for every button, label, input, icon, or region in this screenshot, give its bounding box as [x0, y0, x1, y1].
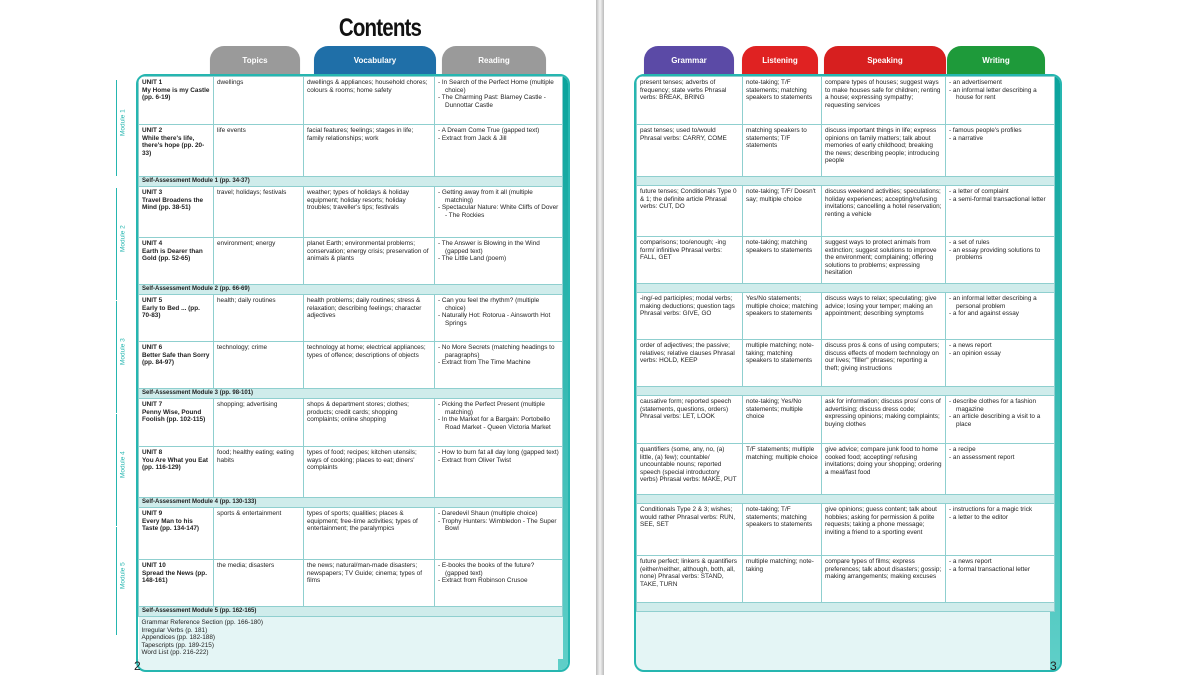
- left-table-frame: [136, 74, 570, 672]
- table-row: [637, 284, 1055, 293]
- vocabulary-cell: shops & department stores; clothes; products; credit cards; shopping complaints; online shopping: [304, 399, 435, 447]
- list-item: - a semi-formal transactional letter: [949, 196, 1051, 204]
- bullet-list: [949, 506, 1051, 521]
- list-cell: [946, 396, 1055, 444]
- unit-cell: [139, 399, 214, 447]
- self-assessment-label: Self-Assessment Module 3 (pp. 98-101): [139, 389, 563, 399]
- table-row: [139, 560, 563, 607]
- list-cell: [946, 77, 1055, 125]
- bullet-list: [438, 401, 559, 431]
- vocabulary-cell: health problems; daily routines; stress & relaxation; describing feelings; character adjectives: [304, 295, 435, 342]
- topics-cell: dwellings: [214, 77, 304, 125]
- grammar-cell: order of adjectives; the passive; relatives; relative clauses Phrasal verbs: HOLD, KEEP: [637, 340, 743, 387]
- topics-cell: food; healthy eating; eating habits: [214, 447, 304, 498]
- list-item: - E-books the books of the future? (gapped text): [438, 562, 559, 577]
- reference-item: Grammar Reference Section (pp. 166-180): [141, 619, 263, 626]
- table-row: [637, 396, 1055, 444]
- table-row: [139, 498, 563, 508]
- table-row: [139, 447, 563, 498]
- listening-cell: multiple matching; note-taking; matching speakers to statements: [743, 340, 822, 387]
- unit-name: While there's life, there's hope (pp. 20-33): [142, 134, 205, 157]
- list-cell: [435, 560, 563, 607]
- list-cell: [435, 508, 563, 560]
- header-topics: Topics: [210, 46, 300, 74]
- table-row: [139, 125, 563, 177]
- reference-item: Appendices (pp. 182-188): [141, 634, 216, 642]
- list-item: - a recipe: [949, 446, 1051, 454]
- table-row: [139, 342, 563, 389]
- table-row: [637, 495, 1055, 504]
- table-row: [637, 444, 1055, 495]
- self-assessment-label: Self-Assessment Module 1 (pp. 34-37): [139, 177, 563, 187]
- self-assessment-band: [637, 177, 1055, 186]
- unit-number: UNIT 3: [142, 189, 163, 196]
- module-label: [116, 188, 132, 300]
- vocabulary-cell: dwellings & appliances; household chores; colours & rooms; home safety: [304, 77, 435, 125]
- table-row: [139, 607, 563, 617]
- grammar-cell: future perfect; linkers & quantifiers (either/neither, although, both, all, none) Phrasal verbs: STAND, TAKE, TURN: [637, 556, 743, 603]
- list-item: - No More Secrets (matching headings to paragraphs): [438, 344, 559, 359]
- module-label: [116, 80, 132, 176]
- list-item: - Getting away from it all (multiple matching): [438, 189, 559, 204]
- list-item: - a set of rules: [949, 239, 1051, 247]
- list-item: - an essay providing solutions to problems: [949, 247, 1051, 262]
- list-cell: [435, 342, 563, 389]
- unit-name: Travel Broadens the Mind (pp. 38-51): [142, 196, 204, 212]
- bullet-list: [438, 79, 559, 109]
- vocabulary-cell: technology at home; electrical appliances; types of offence; descriptions of objects: [304, 342, 435, 389]
- topics-cell: shopping; advertising: [214, 399, 304, 447]
- reference-item: Tapescripts (pp. 189-215): [141, 641, 214, 649]
- header-speaking: Speaking: [824, 46, 946, 74]
- list-cell: [435, 295, 563, 342]
- bullet-list: [949, 342, 1051, 357]
- unit-name: My Home is my Castle (pp. 6-19): [142, 86, 210, 102]
- self-assessment-band: [637, 603, 1055, 612]
- self-assessment-band: [637, 387, 1055, 396]
- list-cell: [946, 340, 1055, 387]
- self-assessment-band: [637, 284, 1055, 293]
- table-row: [637, 504, 1055, 556]
- unit-number: UNIT 2: [142, 127, 163, 134]
- module-labels: [116, 80, 132, 610]
- table-row: [637, 77, 1055, 125]
- unit-cell: [139, 447, 214, 498]
- header-reading: Reading: [442, 46, 546, 74]
- vocabulary-cell: planet Earth; environmental problems; conservation; energy crisis; preservation of animals & plants: [304, 238, 435, 285]
- unit-number: UNIT 5: [142, 297, 163, 304]
- page-gutter: [596, 0, 604, 675]
- list-item: - an assessment report: [949, 454, 1051, 462]
- table-row: [139, 399, 563, 447]
- listening-cell: Yes/No statements; multiple choice; matching speakers to statements: [743, 293, 822, 340]
- unit-number: UNIT 9: [142, 510, 163, 517]
- topics-cell: technology; crime: [214, 342, 304, 389]
- list-item: - Extract from Oliver Twist: [438, 457, 559, 465]
- topics-cell: sports & entertainment: [214, 508, 304, 560]
- grammar-cell: -ing/-ed participles; modal verbs; making deductions; question tags Phrasal verbs: GIVE, GO: [637, 293, 743, 340]
- list-item: - Extract from The Time Machine: [438, 359, 559, 367]
- table-row: [139, 238, 563, 285]
- list-item: - a for and against essay: [949, 310, 1051, 318]
- grammar-cell: comparisons; too/enough; -ing form/ infinitive Phrasal verbs: FALL, GET: [637, 237, 743, 284]
- topics-cell: the media; disasters: [214, 560, 304, 607]
- table-row: [637, 603, 1055, 612]
- list-item: - The Charming Past: Blarney Castle - Dunnottar Castle: [438, 94, 559, 109]
- grammar-cell: future tenses; Conditionals Type 0 & 1; the definite article Phrasal verbs: CUT, DO: [637, 186, 743, 237]
- unit-name: Spread the News (pp. 148-161): [142, 569, 207, 585]
- unit-number: UNIT 10: [142, 562, 166, 569]
- page-title: Contents: [338, 14, 422, 42]
- list-item: - Picking the Perfect Present (multiple matching): [438, 401, 559, 416]
- table-row: [637, 293, 1055, 340]
- table-row: [139, 285, 563, 295]
- page-number-left: 2: [134, 659, 141, 673]
- module-label: [116, 414, 132, 526]
- grammar-cell: Conditionals Type 2 & 3; wishes; would rather Phrasal verbs: RUN, SEE, SET: [637, 504, 743, 556]
- table-row: [637, 387, 1055, 396]
- references-row: [139, 617, 563, 659]
- list-cell: [946, 444, 1055, 495]
- list-item: - In the Market for a Bargain: Portobello Road Market - Queen Victoria Market: [438, 416, 559, 431]
- module-label-text: Module 4: [119, 451, 127, 478]
- list-item: - a formal transactional letter: [949, 566, 1051, 574]
- list-cell: [946, 125, 1055, 177]
- list-item: - The Little Land (poem): [438, 255, 559, 263]
- bullet-list: [438, 127, 559, 142]
- topics-cell: health; daily routines: [214, 295, 304, 342]
- unit-cell: [139, 342, 214, 389]
- references-cell: [139, 617, 563, 659]
- speaking-cell: discuss weekend activities; speculations; holiday experiences; accepting/refusing invitations; cancelling a hotel reservation; renting a vehicle: [822, 186, 946, 237]
- right-contents-table: [636, 76, 1055, 612]
- topics-cell: life events: [214, 125, 304, 177]
- list-item: - describe clothes for a fashion magazine: [949, 398, 1051, 413]
- unit-number: UNIT 7: [142, 401, 163, 408]
- list-item: - an informal letter describing a house for rent: [949, 87, 1051, 102]
- bullet-list: [438, 562, 559, 585]
- grammar-cell: past tenses; used to/would Phrasal verbs: CARRY, COME: [637, 125, 743, 177]
- header-listening: Listening: [742, 46, 818, 74]
- bullet-list: [949, 239, 1051, 262]
- reference-item: Word List (pp. 216-222): [141, 649, 209, 657]
- list-item: - Extract from Jack & Jill: [438, 135, 559, 143]
- table-row: [139, 187, 563, 238]
- header-writing: Writing: [947, 46, 1045, 74]
- grammar-cell: causative form; reported speech (statements, questions, orders) Phrasal verbs: LET, LOOK: [637, 396, 743, 444]
- unit-cell: [139, 238, 214, 285]
- grammar-cell: quantifiers (some, any, no, (a) little, (a) few); countable/ uncountable nouns; reported speech (special introductory verbs) Phrasal verbs: MAKE, PUT: [637, 444, 743, 495]
- table-row: [139, 389, 563, 399]
- bullet-list: [949, 79, 1051, 102]
- list-item: - instructions for a magic trick: [949, 506, 1051, 514]
- list-cell: [435, 238, 563, 285]
- header-grammar: Grammar: [644, 46, 734, 74]
- list-cell: [946, 504, 1055, 556]
- module-label-text: Module 1: [119, 109, 127, 136]
- list-item: - a narrative: [949, 135, 1051, 143]
- module-label-text: Module 5: [119, 562, 127, 589]
- list-cell: [946, 186, 1055, 237]
- self-assessment-label: Self-Assessment Module 4 (pp. 130-133): [139, 498, 563, 508]
- list-item: - a letter to the editor: [949, 514, 1051, 522]
- speaking-cell: give opinions; guess content; talk about hobbies; asking for permission & polite requests; taking a phone message; inviting a friend to a sporting event: [822, 504, 946, 556]
- table-row: [139, 295, 563, 342]
- list-item: - a letter of complaint: [949, 188, 1051, 196]
- unit-number: UNIT 1: [142, 79, 163, 86]
- listening-cell: multiple matching; note-taking: [743, 556, 822, 603]
- left-page: [0, 0, 596, 675]
- speaking-cell: suggest ways to protect animals from extinction; suggest solutions to improve the environment; complaining; offering solutions to problems; expressing hesitation: [822, 237, 946, 284]
- speaking-cell: discuss pros & cons of using computers; discuss effects of modern technology on our lives; "filler" phrases; reporting a theft; giving instructions: [822, 340, 946, 387]
- speaking-cell: compare types of films; express preferences; talk about disasters; gossip; making arrangements; making excuses: [822, 556, 946, 603]
- table-row: [637, 340, 1055, 387]
- vocabulary-cell: the news; natural/man-made disasters; newspapers; TV Guide; cinema; types of films: [304, 560, 435, 607]
- bullet-list: [438, 344, 559, 367]
- bullet-list: [438, 449, 559, 464]
- list-item: - Can you feel the rhythm? (multiple choice): [438, 297, 559, 312]
- listening-cell: note-taking; T/F/ Doesn't say; multiple choice: [743, 186, 822, 237]
- list-cell: [946, 293, 1055, 340]
- module-label-text: Module 3: [119, 338, 127, 365]
- table-row: [637, 186, 1055, 237]
- list-item: - Extract from Robinson Crusoe: [438, 577, 559, 585]
- left-contents-table: [138, 76, 563, 659]
- list-item: - Trophy Hunters: Wimbledon - The Super Bowl: [438, 518, 559, 533]
- list-cell: [435, 399, 563, 447]
- bullet-list: [438, 240, 559, 263]
- topics-cell: travel; holidays; festivals: [214, 187, 304, 238]
- list-item: - In Search of the Perfect Home (multiple choice): [438, 79, 559, 94]
- unit-name: Penny Wise, Pound Foolish (pp. 102-115): [142, 408, 206, 424]
- listening-cell: matching speakers to statements; T/F statements: [743, 125, 822, 177]
- module-label: [116, 301, 132, 413]
- bullet-list: [949, 127, 1051, 142]
- vocabulary-cell: types of food; recipes; kitchen utensils; ways of cooking; places to eat; diners' complaints: [304, 447, 435, 498]
- unit-cell: [139, 187, 214, 238]
- list-item: - Spectacular Nature: White Cliffs of Dover - The Rockies: [438, 204, 559, 219]
- unit-cell: [139, 508, 214, 560]
- table-row: [139, 508, 563, 560]
- speaking-cell: compare types of houses; suggest ways to make houses safe for children; renting a house; expressing sympathy; requesting services: [822, 77, 946, 125]
- unit-name: You Are What you Eat (pp. 116-129): [142, 456, 209, 472]
- list-item: - an informal letter describing a personal problem: [949, 295, 1051, 310]
- unit-name: Early to Bed ... (pp. 70-83): [142, 304, 200, 320]
- grammar-cell: present tenses; adverbs of frequency; state verbs Phrasal verbs: BREAK, BRING: [637, 77, 743, 125]
- unit-cell: [139, 560, 214, 607]
- table-row: [139, 177, 563, 187]
- listening-cell: T/F statements; multiple matching; multiple choice: [743, 444, 822, 495]
- self-assessment-label: Self-Assessment Module 2 (pp. 66-69): [139, 285, 563, 295]
- bullet-list: [949, 398, 1051, 428]
- table-row: [139, 77, 563, 125]
- list-cell: [435, 125, 563, 177]
- list-item: - How to burn fat all day long (gapped text): [438, 449, 559, 457]
- vocabulary-cell: facial features; feelings; stages in life; family relationships; work: [304, 125, 435, 177]
- speaking-cell: ask for information; discuss pros/ cons of advertising; discuss dress code; expressing opinions; making complaints; buying clothes: [822, 396, 946, 444]
- unit-cell: [139, 295, 214, 342]
- right-table-frame: [634, 74, 1062, 672]
- bullet-list: [949, 558, 1051, 573]
- table-row: [637, 125, 1055, 177]
- self-assessment-label: Self-Assessment Module 5 (pp. 162-165): [139, 607, 563, 617]
- vocabulary-cell: types of sports; qualities; places & equipment; free-time activities; types of entertainment; the paralympics: [304, 508, 435, 560]
- unit-number: UNIT 8: [142, 449, 163, 456]
- list-item: - Naturally Hot: Rotorua - Ainsworth Hot Springs: [438, 312, 559, 327]
- page-number-right: 3: [1050, 659, 1057, 673]
- list-item: - The Answer is Blowing in the Wind (gapped text): [438, 240, 559, 255]
- list-item: - an opinion essay: [949, 350, 1051, 358]
- speaking-cell: discuss important things in life; express opinions on family matters; talk about memories of early childhood; breaking the news; describing people; introducing people: [822, 125, 946, 177]
- reference-item: Irregular Verbs (p. 181): [141, 626, 208, 634]
- unit-number: UNIT 4: [142, 240, 163, 247]
- listening-cell: note-taking; T/F statements; matching speakers to statements: [743, 77, 822, 125]
- unit-number: UNIT 6: [142, 344, 163, 351]
- list-item: - a news report: [949, 558, 1051, 566]
- unit-cell: [139, 77, 214, 125]
- bullet-list: [438, 189, 559, 219]
- speaking-cell: discuss ways to relax; speculating; give advice; losing your temper; making an appointment; describing symptoms: [822, 293, 946, 340]
- table-row: [637, 237, 1055, 284]
- module-label: [116, 527, 132, 635]
- unit-name: Earth is Dearer than Gold (pp. 52-65): [142, 247, 203, 263]
- vocabulary-cell: weather; types of holidays & holiday equipment; holiday resorts; holiday troubles; traveller's tips; festivals: [304, 187, 435, 238]
- unit-name: Better Safe than Sorry (pp. 84-97): [142, 351, 210, 367]
- list-cell: [946, 556, 1055, 603]
- list-item: - famous people's profiles: [949, 127, 1051, 135]
- table-row: [637, 556, 1055, 603]
- list-cell: [946, 237, 1055, 284]
- bullet-list: [949, 446, 1051, 461]
- list-cell: [435, 447, 563, 498]
- list-cell: [435, 77, 563, 125]
- list-cell: [435, 187, 563, 238]
- unit-cell: [139, 125, 214, 177]
- table-row: [637, 177, 1055, 186]
- list-item: - an article describing a visit to a place: [949, 413, 1051, 428]
- list-item: - a news report: [949, 342, 1051, 350]
- listening-cell: note-taking; matching speakers to statements: [743, 237, 822, 284]
- bullet-list: [438, 297, 559, 327]
- module-label-text: Module 2: [119, 225, 127, 252]
- self-assessment-band: [637, 495, 1055, 504]
- bullet-list: [949, 188, 1051, 203]
- listening-cell: note-taking; T/F statements; matching speakers to statements: [743, 504, 822, 556]
- unit-name: Every Man to his Taste (pp. 134-147): [142, 517, 200, 533]
- listening-cell: note-taking; Yes/No statements; multiple choice: [743, 396, 822, 444]
- topics-cell: environment; energy: [214, 238, 304, 285]
- bullet-list: [949, 295, 1051, 318]
- list-item: - an advertisement: [949, 79, 1051, 87]
- right-page: [604, 0, 1200, 675]
- list-item: - Daredevil Shaun (multiple choice): [438, 510, 559, 518]
- bullet-list: [438, 510, 559, 533]
- speaking-cell: give advice; compare junk food to home cooked food; accepting/ refusing invitations; doing your shopping; ordering a meal/fast food: [822, 444, 946, 495]
- list-item: - A Dream Come True (gapped text): [438, 127, 559, 135]
- header-vocabulary: Vocabulary: [314, 46, 436, 74]
